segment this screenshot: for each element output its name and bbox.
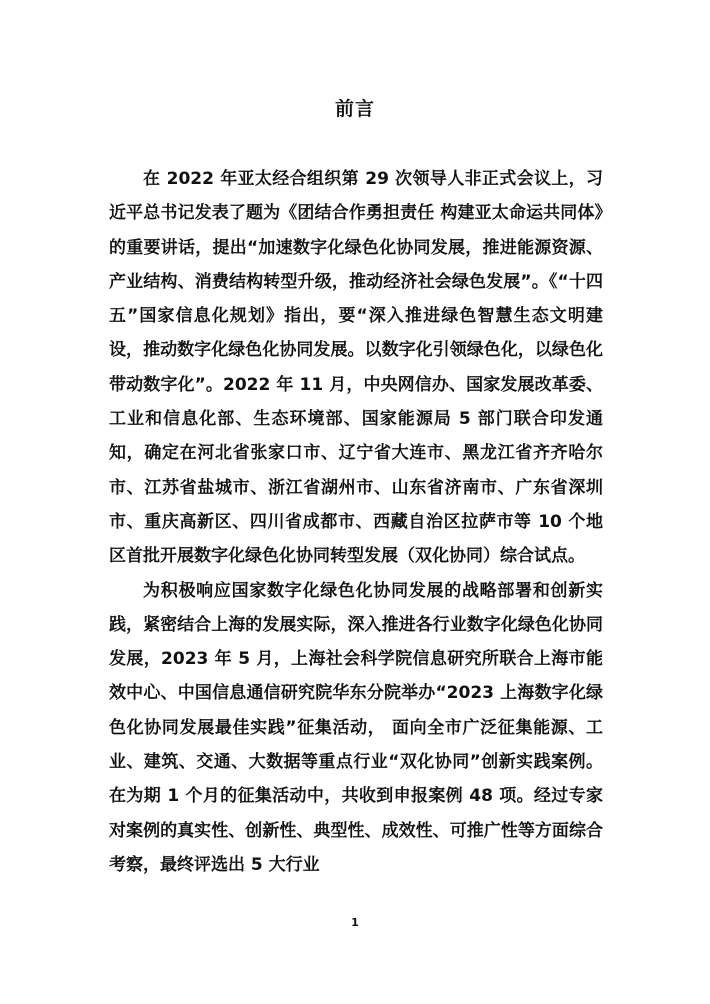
paragraph: 为积极响应国家数字化绿色化协同发展的战略部署和创新实践，紧密结合上海的发展实际，深入推进各行业数字化绿色化协同发展，2023 年 5 月，上海社会科学院信息研究所联合上海市能效中心、中国信息通信研究院华东分院举办“2023 上海数字化绿色化协同发展最佳实践”征集活动， 面向全市广泛征集能源、工业、建筑、交通、大数据等重点行业“双化协同”创新实践案例。在为期 1 个月的征集活动中，共收到申报案例 48 项。经过专家对案例的真实性、创新性、典型性、成效性、可推广性等方面综合考察，最终评选出 5 大行业 xyxy=(109,580,603,875)
body-text xyxy=(109,162,603,882)
page-title: 前言 xyxy=(334,98,375,120)
paragraph: 在 2022 年亚太经合组织第 29 次领导人非正式会议上，习近平总书记发表了题为《团结合作勇担责任 构建亚太命运共同体》的重要讲话，提出“加速数字化绿色化协同发展，推进能源资源、产业结构、消费结构转型升级，推动经济社会绿色发展”。《“十四五”国家信息化规划》指出，要“深入推进绿色智慧生态文明建设，推动数字化绿色化协同发展。以数字化引领绿色化，以绿色化带动数字化”。2022 年 11 月，中央网信办、国家发展改革委、工业和信息化部、生态环境部、国家能源局 5 部门联合印发通知，确定在河北省张家口市、辽宁省大连市、黑龙江省齐齐哈尔市、江苏省盐城市、浙江省湖州市、山东省济南市、广东省深圳市、重庆高新区、四川省成都市、西藏自治区拉萨市等 10 个地区首批开展数字化绿色化协同转型发展（双化协同）综合试点。 xyxy=(109,169,603,567)
page-number: 1 xyxy=(351,916,359,929)
